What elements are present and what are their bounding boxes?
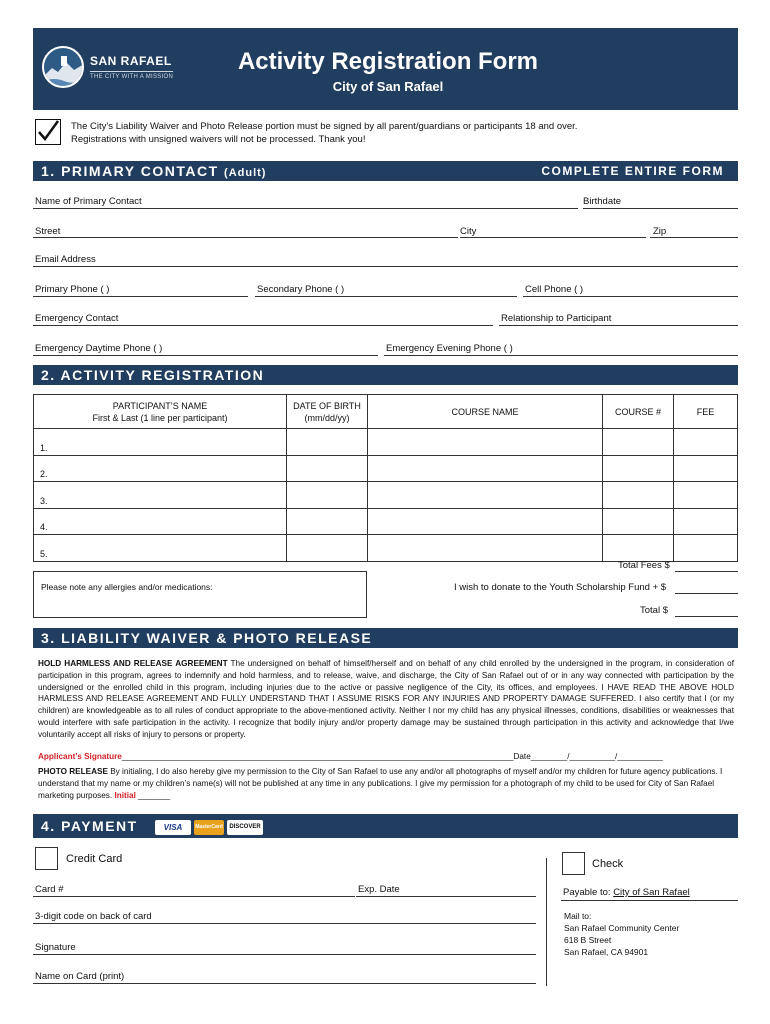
complete-form-label: COMPLETE ENTIRE FORM [541, 164, 724, 178]
credit-card-checkbox[interactable] [35, 847, 58, 870]
street-label: Street [35, 226, 61, 237]
row-number[interactable]: 3. [34, 482, 287, 509]
payment-divider [546, 858, 547, 986]
city-field[interactable] [460, 237, 646, 238]
course-cell[interactable] [368, 508, 603, 535]
relationship-label: Relationship to Participant [501, 313, 612, 324]
check-label: Check [592, 858, 624, 870]
course-num-cell[interactable] [603, 429, 674, 456]
primary-contact-name-field[interactable] [33, 208, 578, 209]
col-fee: FEE [674, 395, 738, 429]
table-row [34, 482, 738, 509]
card-number-field[interactable] [33, 896, 355, 897]
emergency-day-phone-label: Emergency Daytime Phone ( ) [35, 343, 163, 354]
mail-line-2: 618 B Street [564, 935, 612, 945]
col-course-name: COURSE NAME [368, 395, 603, 429]
photo-release-heading: PHOTO RELEASE [38, 767, 108, 776]
section-4-title: 4. PAYMENT [41, 818, 138, 834]
payable-to-row [563, 887, 690, 898]
initial-field[interactable]: _______ [138, 790, 171, 800]
dob-cell[interactable] [287, 455, 368, 482]
course-num-cell[interactable] [603, 508, 674, 535]
col-participant-name-line1: PARTICIPANT’S NAME [112, 400, 208, 411]
card-number-label: Card # [35, 884, 64, 895]
street-field[interactable] [33, 237, 458, 238]
email-field[interactable] [33, 266, 738, 267]
initial-label: Initial [114, 790, 136, 800]
mail-to-label: Mail to: [564, 911, 592, 921]
mastercard-icon: MasterCard [194, 820, 224, 835]
signature-row [38, 752, 738, 761]
check-checkbox[interactable] [562, 852, 585, 875]
cvv-field[interactable] [33, 923, 536, 924]
cell-phone-field[interactable] [523, 296, 738, 297]
table-row [34, 429, 738, 456]
course-cell[interactable] [368, 455, 603, 482]
course-cell[interactable] [368, 535, 603, 562]
org-tagline: THE CITY WITH A MISSION [90, 71, 173, 80]
payable-divider [561, 900, 738, 901]
allergies-label: Please note any allergies and/or medications: [41, 582, 213, 592]
fee-cell[interactable] [674, 455, 738, 482]
applicant-signature-label: Applicant’s Signature [38, 752, 122, 761]
table-row [34, 508, 738, 535]
section-1-suffix: (Adult) [224, 167, 267, 179]
secondary-phone-label: Secondary Phone ( ) [257, 284, 345, 295]
fee-cell[interactable] [674, 429, 738, 456]
cell-phone-label: Cell Phone ( ) [525, 284, 584, 295]
photo-release-text: By initialing, I do also hereby give my permission to the City of San Rafael to use any and/or all photographs of myself and/or my children for future agency publications. I understand that my name or my children’s name(s) will not be published at any time in any publications. I give my permission for a photograph of my child to be used for City of San Rafael marketing purposes. [38, 767, 723, 800]
section-1-title: 1. PRIMARY CONTACT [41, 163, 219, 179]
discover-card-icon: DISCOVER [227, 820, 263, 835]
hold-harmless-agreement [38, 658, 734, 741]
notice-line-1: The City’s Liability Waiver and Photo Release portion must be signed by all parent/guardians or participants 18 and over. [71, 121, 578, 132]
dob-cell[interactable] [287, 429, 368, 456]
photo-release [38, 766, 734, 801]
dob-cell[interactable] [287, 508, 368, 535]
mail-to-address [564, 910, 679, 958]
cvv-label: 3-digit code on back of card [35, 911, 152, 922]
col-participant-name [34, 395, 287, 429]
email-label: Email Address [35, 254, 96, 265]
col-course-number: COURSE # [603, 395, 674, 429]
hold-harmless-heading: HOLD HARMLESS AND RELEASE AGREEMENT [38, 659, 228, 668]
course-num-cell[interactable] [603, 455, 674, 482]
secondary-phone-field[interactable] [255, 296, 517, 297]
total-field[interactable] [675, 616, 738, 617]
total-label: Total $ [640, 605, 668, 616]
col-dob-line1: DATE OF BIRTH [293, 400, 361, 411]
table-row [34, 535, 738, 562]
card-signature-label: Signature [35, 942, 76, 953]
notice-check-icon [35, 119, 61, 145]
relationship-field[interactable] [499, 325, 738, 326]
visa-card-icon: VISA [155, 820, 191, 835]
section-3-title: 3. LIABILITY WAIVER & PHOTO RELEASE [41, 630, 373, 646]
course-cell[interactable] [368, 429, 603, 456]
emergency-day-phone-field[interactable] [33, 355, 378, 356]
exp-date-field[interactable] [356, 896, 536, 897]
total-fees-label: Total Fees $ [618, 560, 670, 571]
donate-label: I wish to donate to the Youth Scholarship Fund + $ [454, 582, 667, 593]
hold-harmless-text: The undersigned on behalf of himself/herself and on behalf of any child enrolled by the undersigned in the program, in consideration of participation in this program, agrees to indemnify and hold harmless, and to release, waive, and discharge, the City of San Rafael out of or in any way connected with participation by the undersigned or the enrolled child in this program, including injuries due to the active or passive negligence of the City, its offices, and employees. I HAVE READ THE ABOVE HOLD HARMLESS AND RELEASE AGREEMENT AND FULLY UNDERSTAND THAT I ASSUME RISKS FOR ANY INJURIES AND PROPERTY DAMAGE SUFFERED. I also certify that I (or my children) are knowledgeable as to all rules of conduct appropriate to the above-mentioned activity. Neither I nor my child has any physical illnesses, conditions, disabilities or weaknesses that would interfere with safe participation in the activity. I recognize that bodily injury and/or property damage may be sustained through participation in this activity and acknowledge that I/we voluntarily accept all risks of injury to persons or property. [38, 659, 734, 739]
section-liability-waiver-bar [33, 628, 738, 648]
course-num-cell[interactable] [603, 535, 674, 562]
primary-phone-field[interactable] [33, 296, 248, 297]
row-number[interactable]: 4. [34, 508, 287, 535]
date-field[interactable]: Date________/__________/__________ [513, 752, 663, 761]
col-participant-name-line2: First & Last (1 line per participant) [92, 412, 228, 423]
emergency-evening-phone-field[interactable] [384, 355, 738, 356]
mail-line-3: San Rafael, CA 94901 [564, 947, 649, 957]
mail-line-1: San Rafael Community Center [564, 923, 680, 933]
primary-contact-name-label: Name of Primary Contact [35, 196, 142, 207]
course-num-cell[interactable] [603, 482, 674, 509]
fee-cell[interactable] [674, 508, 738, 535]
col-dob-line2: (mm/dd/yy) [304, 412, 350, 423]
emergency-evening-phone-label: Emergency Evening Phone ( ) [386, 343, 513, 354]
primary-phone-label: Primary Phone ( ) [35, 284, 110, 295]
section-primary-contact-bar [33, 161, 738, 181]
waiver-notice [71, 120, 671, 146]
page-subtitle: City of San Rafael [332, 79, 444, 94]
city-logo-icon [42, 46, 84, 88]
name-on-card-label: Name on Card (print) [35, 971, 125, 982]
exp-date-label: Exp. Date [358, 884, 400, 895]
notice-line-2: Registrations with unsigned waivers will not be processed. Thank you! [71, 134, 366, 145]
row-number[interactable]: 5. [34, 535, 287, 562]
donate-field[interactable] [675, 593, 738, 594]
fee-cell[interactable] [674, 535, 738, 562]
payable-to-label: Payable to: [563, 887, 611, 898]
zip-label: Zip [653, 226, 667, 237]
credit-card-label: Credit Card [66, 853, 123, 865]
applicant-signature-field[interactable]: ______________________________________________________________________________________ [121, 752, 514, 761]
section-2-title: 2. ACTIVITY REGISTRATION [41, 367, 265, 383]
allergies-box[interactable] [33, 571, 367, 618]
row-number[interactable]: 1. [34, 429, 287, 456]
emergency-contact-label: Emergency Contact [35, 313, 119, 324]
name-on-card-field[interactable] [33, 983, 536, 984]
emergency-contact-field[interactable] [33, 325, 493, 326]
activity-table [33, 394, 738, 562]
payable-to-value: City of San Rafael [613, 887, 690, 898]
section-activity-registration-bar [33, 365, 738, 385]
page-title: Activity Registration Form [237, 48, 539, 75]
org-name: SAN RAFAEL [90, 54, 172, 68]
dob-cell[interactable] [287, 482, 368, 509]
birthdate-field[interactable] [583, 208, 738, 209]
dob-cell[interactable] [287, 535, 368, 562]
card-signature-field[interactable] [33, 954, 536, 955]
col-date-of-birth [287, 395, 368, 429]
birthdate-label: Birthdate [583, 196, 622, 207]
total-fees-field[interactable] [675, 571, 738, 572]
row-number[interactable]: 2. [34, 455, 287, 482]
course-cell[interactable] [368, 482, 603, 509]
fee-cell[interactable] [674, 482, 738, 509]
table-row [34, 455, 738, 482]
city-label: City [460, 226, 477, 237]
section-payment-bar [33, 814, 738, 838]
zip-field[interactable] [650, 237, 738, 238]
